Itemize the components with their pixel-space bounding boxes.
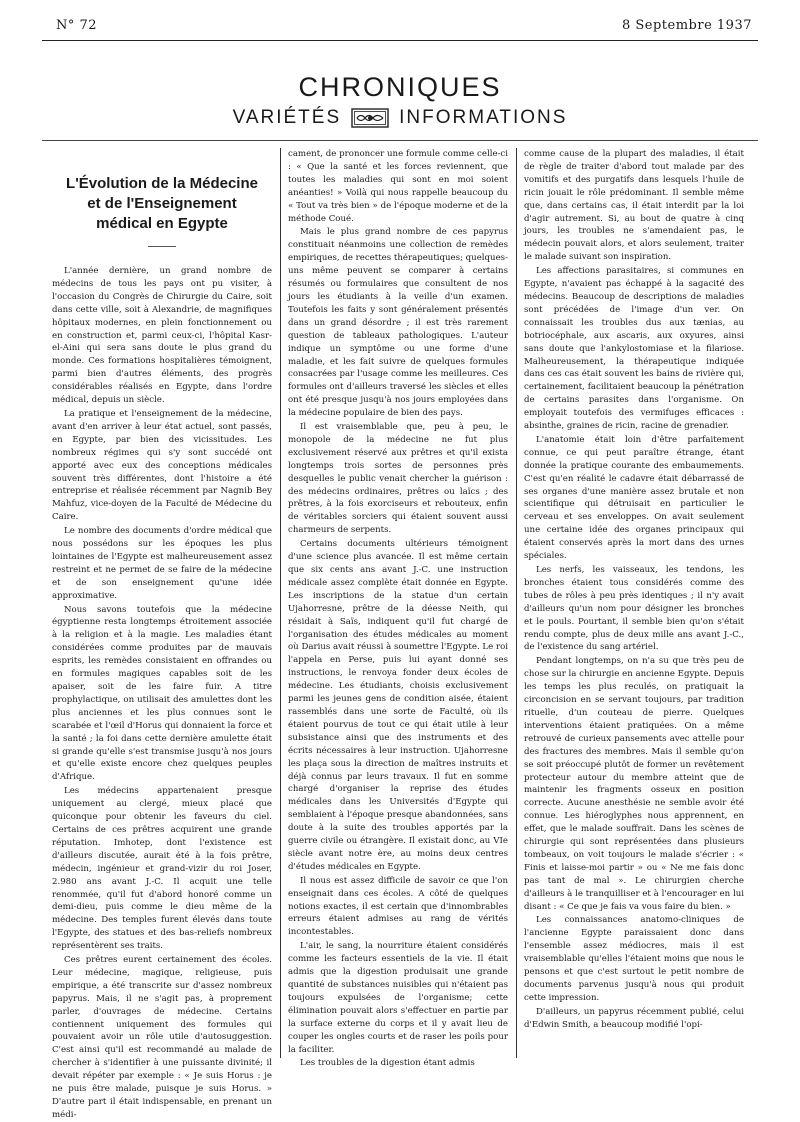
column-2 (288, 148, 508, 1069)
section-header (0, 72, 800, 129)
section-title: CHRONIQUES (298, 72, 502, 102)
article-body (52, 148, 752, 1120)
paragraph: Il est vraisemblable que, peu à peu, le monopole de la médecine ne fut plus exclusivement réservé aux prêtres et qu'il exista longtemps trois sortes de personnes près desquelles le public venait chercher la guérison : des médecins ordinaires, prêtres ou laïcs ; des prêtres, à la fois exorciseurs et rebouteux, enfin de véritables sorciers qui étaient souvent aussi charmeurs de serpents. (288, 422, 508, 536)
paragraph: L'anatomie était loin d'être parfaitement connue, ce qui peut paraître étrange, étant donnée la pratique courante des embaumements. C'est qu'en réalité le cadavre était débarrassé de ses organes d'une manière assez brutale et non scientifique qui détruisait en particulier le cerveau et ses enveloppes. On avait seulement une certaine idée des organes principaux qui étaient conservés après la mort dans des urnes spéciales. (524, 434, 744, 562)
running-header (42, 18, 758, 40)
paragraph: Les connaissances anatomo-cliniques de l'ancienne Egypte paraissaient donc dans l'ensemble assez médiocres, mais il est vraisemblable qu'elles l'étaient moins que nous le pensons et que c'est surtout le petit nombre de documents parvenus jusqu'à nous qui produit cette impression. (524, 915, 744, 1003)
paragraph: D'ailleurs, un papyrus récemment publié, celui d'Edwin Smith, a beaucoup modifié l'opi- (524, 1006, 744, 1030)
paragraph: Certains documents ultérieurs témoignent d'une science plus avancée. Il est même certain que six cents ans avant J.-C. une instruction médicale assez complète était donnée en Egypte. Les inscriptions de la statue d'un certain Ujahorresne, prêtre de la déesse Neith, qui résidait à Saïs, indiquent qu'il fut chargé de l'organisation des études médicales au moment où Darius avait réussi à soumettre l'Egypte. Le roi l'appela en Perse, puis lui ayant donné ses instructions, le renvoya fonder deux écoles de médecine. Les étudiants, choisis exclusivement parmi les jeunes gens de condition aisée, étaient rassemblés dans une sorte de Faculté, où ils étaient pourvus de tout ce qui était utile à leur subsistance ainsi que des instruments et des écrits nécessaires à leur instruction. Ujahorresne les plaça sous la direction de maîtres instruits et déjà connus par leurs travaux. Il fut en somme chargé d'organiser la reprise des études médicales dans les Universités d'Egypte qui semblaient à l'époque presque abandonnées, sans doute à la suite des troubles apportés par la guerre civile ou étrangère. Il existait donc, au VIe siècle avant notre ère, au moins deux centres d'études médicales en Egypte. (288, 539, 508, 872)
section-subtitle (0, 107, 800, 129)
header-rule (42, 40, 758, 41)
issue-date: 8 Septembre 1937 (621, 18, 752, 33)
column-3 (524, 148, 744, 1064)
paragraph: comme cause de la plupart des maladies, il était de règle de traiter d'abord tout malade par des vomitifs et des purgatifs dans lesquels l'huile de ricin jouait le rôle prédominant. Il semble même que, dans certains cas, il était interdit par la loi d'agir autrement. Si, au bout de quatre à cinq jours, les troubles ne s'amendaient pas, le médecin pouvait alors, et alors seulement, traiter le malade suivant son inspiration. (524, 149, 744, 263)
article-title: L'Évolution de la Médecine et de l'Enseignement médical en Egypte (66, 175, 258, 232)
paragraph: Les nerfs, les vaisseaux, les tendons, les bronches étaient tous considérés comme des tubes de rôles à peu près identiques ; il n'y avait d'ailleurs qu'un nom pour désigner les bronches et le pouls. Pourtant, il semble bien qu'on s'était rendu compte, plus de deux mille ans avant J.-C., de l'existence du sang artériel. (524, 565, 744, 653)
paragraph: Les troubles de la digestion étant admis (300, 1058, 475, 1069)
paragraph: L'année dernière, un grand nombre de médecins de tous les pays ont pu visiter, à l'occasion du Congrès de Chirurgie du Caire, soit dans cette ville, soit à Alexandrie, de magnifiques hôpitaux modernes, en plein fonctionnement ou en construction et, parmi ceux-ci, l'hôpital Kasr-el-Aini qui sera sans doute le plus grand du monde. Ces formations hospitalières témoignent, parmi bien d'autres éléments, des progrès considérables réalisés en Egypte, dans l'ordre médical, depuis un siècle. (52, 266, 272, 406)
paragraph: Les affections parasitaires, si communes en Egypte, n'avaient pas échappé à la sagacité des médecins. Beaucoup de descriptions de maladies sont précédées de l'image d'un ver. On connaissait les troubles dus aux tænias, au botriocéphale, aux ascaris, aux oxyures, ainsi sans doute que l'ankylostomiase et la filariose. Malheureusement, la thérapeutique indiquée dans ces cas était souvent les bains de rivière qui, certainement, facilitaient beaucoup la pénétration de certains parasites dans l'organisme. On employait toutefois des vermifuges efficaces : absinthe, graines de ricin, racine de grenadier. (524, 266, 744, 432)
column-1 (52, 148, 272, 1120)
subtitle-left: VARIÉTÉS (232, 107, 342, 128)
paragraph: Pendant longtemps, on n'a su que très peu de chose sur la chirurgie en ancienne Egypte. Depuis les temps les plus reculés, on pratiquait la circoncision en se servant toujours, par tradition rituelle, d'un couteau de pierre. Quelques interventions étaient pratiquées. On a même retrouvé de curieux pansements avec attelle pour des fractures des membres. Mais il semble qu'on se soit préoccupé plutôt de former un revêtement protecteur autour du membre atteint que de maintenir les fragments osseux en position correcte. Aucune anesthésie ne semble avoir été connue. Les hiéroglyphes nous apprennent, en effet, que le malade souffrait. Dans les scènes de chirurgie qui sont représentées dans plusieurs tombeaux, on voit toujours le malade s'écrier : « Finis et laisse-moi partir » ou « Ne me fais donc pas tant de mal ». Le chirurgien cherche d'ailleurs à le tranquilliser et à l'encourager en lui disant : « Ce que je fais va vous faire du bien. » (524, 656, 744, 912)
paragraph: cament, de prononcer une formule comme celle-ci : « Que la santé et les forces reviennent, que toutes les maladies qui sont en moi soient anéanties! » Voilà qui nous rappelle beaucoup du « Tout va très bien » de l'époque moderne et de la méthode Coué. (288, 149, 508, 224)
ornamental-emblem-icon (351, 108, 389, 128)
paragraph: La pratique et l'enseignement de la médecine, avant d'en arriver à leur état actuel, sont passés, en Egypte, par bien des vicissitudes. Les nombreux régimes qui s'y sont succédé ont apporté avec eux des conceptions médicales souvent très différentes, dont l'histoire a été entreprise et réalisée récemment par Nagnib Bey Mahfuz, vice-doyen de la Faculté de Médecine du Caire. (52, 408, 272, 523)
issue-number: N° 72 (56, 18, 98, 33)
paragraph: Le nombre des documents d'ordre médical que nous possédons sur les époques les plus lointaines de l'Egypte est malheureusement assez restreint et ne permet de se faire de la médecine et de son enseignement qu'une idée approximative. (52, 526, 272, 601)
subtitle-right: INFORMATIONS (399, 107, 568, 128)
title-rule (148, 246, 176, 247)
paragraph: Les médecins appartenaient presque uniquement au clergé, mieux placé que quiconque pour obtenir les faveurs du ciel. Certains de ces prêtres acquirent une grande réputation. Imhotep, dont l'existence est d'ailleurs discutée, aurait été à la fois prêtre, médecin, ingénieur et grand-vizir du roi Joser, 2.980 ans avant J.-C. Il acquit une telle renommée, qu'il fut d'abord honoré comme un demi-dieu, puis comme le dieu même de la médecine. Des temples furent élevés dans toute l'Egypte, des statues et des bas-reliefs nombreux représentèrent ses traits. (52, 786, 272, 952)
paragraph: Ces prêtres eurent certainement des écoles. Leur médecine, magique, religieuse, puis empirique, a été transcrite sur d'assez nombreux papyrus. Mais, il ne s'agit pas, à proprement parler, d'ouvrages de médecine. Certains contiennent uniquement des formules qui pouvaient avoir un rôle utile d'autosuggestion. C'est ainsi qu'il est recommandé au malade de chercher à s'identifier à une puissante divinité; il devait répéter par exemple : « Je suis Horus : je ne puis être malade, puisque je suis Horus. » D'autre part il était indispensable, en prenant un médi- (52, 955, 272, 1120)
paragraph: L'air, le sang, la nourriture étaient considérés comme les facteurs essentiels de la vie. Il était admis que la digestion produisait une grande quantité de substances nuisibles qui n'étaient pas toujours expulsées de l'organisme; cette élimination pouvait alors s'effectuer en partie par la surface externe du corps et il y avait lieu de couper les ongles courts et de raser les poils pour la faciliter. (288, 941, 508, 1055)
paragraph: Mais le plus grand nombre de ces papyrus constituait néanmoins une collection de remèdes empiriques, de recettes thérapeutiques; quelques-uns même peuvent se comparer à certains résumés ou formulaires que consultent de nos jours les étudiants à la veille d'un examen. Toutefois les faits y sont généralement présentés dans un grand désordre ; il est très rarement question de tableaux pathologiques. L'auteur indique un symptôme ou une forme d'une maladie, et les fait suivre de quelques formules consacrées par l'usage comme les meilleures. Ces formules ont d'ailleurs traversé les siècles et elles ont été presque jusqu'à nos jours employées dans la médecine populaire de bien des pays. (288, 227, 508, 419)
section-rule (42, 140, 758, 141)
paragraph: Il nous est assez difficile de savoir ce que l'on enseignait dans ces écoles. A côté de quelques notions exactes, il est certain que d'innombrables erreurs étaient admises au rang de vérités incontestables. (288, 875, 508, 938)
paragraph: Nous savons toutefois que la médecine égyptienne resta longtemps étroitement associée à la religion et à la magie. Les maladies étant considérées comme produites par de mauvais esprits, les remèdes consistaient en offrandes ou en formules magiques capables soit de les apaiser, soit de les faire fuir. A titre prophylactique, on utilisait des amulettes dont les plus anciennes et les plus connues sont le scarabée et l'œil d'Horus qui donnaient la force et la santé ; la foi dans cette dernière amulette était si grande qu'elle s'est transmise jusqu'à nos jours et qu'elle existe encore chez quelques peuples d'Afrique. (52, 604, 272, 783)
